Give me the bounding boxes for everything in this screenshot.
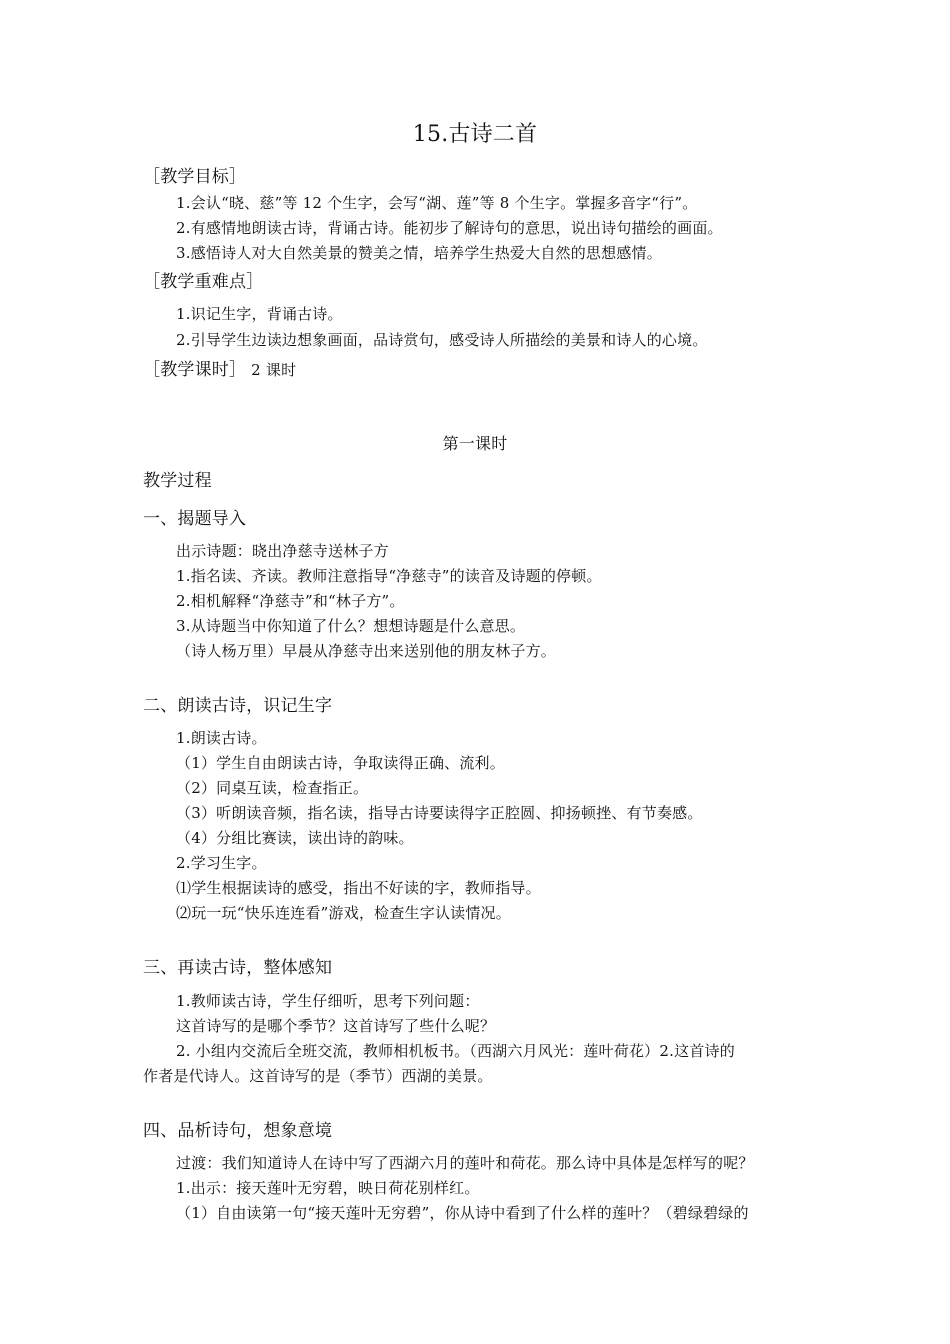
section-line: 3.从诗题当中你知道了什么？想想诗题是什么意思。	[176, 617, 526, 635]
section-line: 1.朗读古诗。	[176, 729, 267, 747]
objective-line: 2.有感情地朗读古诗，背诵古诗。能初步了解诗句的意思，说出诗句描绘的画面。	[176, 219, 723, 237]
objective-line: 1.会认“晓、慈”等 12 个生字，会写“湖、莲”等 8 个生字。掌握多音字“行”。	[176, 194, 698, 212]
key-point-line: 2.引导学生边读边想象画面，品诗赏句，感受诗人所描绘的美景和诗人的心境。	[176, 331, 708, 349]
objectives-heading: ［教学目标］	[143, 167, 247, 187]
section-heading: 四、品析诗句，想象意境	[143, 1121, 333, 1141]
section-line: （1）学生自由朗读古诗，争取读得正确、流利。	[176, 754, 505, 772]
section-line: （4）分组比赛读，读出诗的韵味。	[176, 829, 414, 847]
process-heading: 教学过程	[143, 471, 212, 491]
section-line: 过渡：我们知道诗人在诗中写了西湖六月的莲叶和荷花。那么诗中具体是怎样写的呢？	[176, 1154, 754, 1172]
section-line: （3）听朗读音频，指名读，指导古诗要读得字正腔圆、抑扬顿挫、有节奏感。	[176, 804, 703, 822]
document-title: 15.古诗二首	[412, 122, 538, 147]
section-line: ⑴学生根据读诗的感受，指出不好读的字，教师指导。	[176, 879, 541, 897]
section-line: 2.学习生字。	[176, 854, 267, 872]
section-line: 这首诗写的是哪个季节？这首诗写了些什么呢？	[176, 1017, 496, 1035]
section-heading: 一、揭题导入	[143, 509, 247, 529]
section-heading: 二、朗读古诗，识记生字	[143, 696, 333, 716]
section-line: （诗人杨万里）早晨从净慈寺出来送别他的朋友林子方。	[176, 642, 557, 660]
section-line: 1.教师读古诗，学生仔细听，思考下列问题：	[176, 992, 480, 1010]
section-line: 2.相机解释“净慈寺”和“林子方”。	[176, 592, 405, 610]
hours-value: 2 课时	[251, 361, 297, 379]
section-line: 1.指名读、齐读。教师注意指导“净慈寺”的读音及诗题的停顿。	[176, 567, 602, 585]
lesson-title: 第一课时	[442, 434, 508, 453]
section-heading: 三、再读古诗，整体感知	[143, 958, 333, 978]
key-points-heading: ［教学重难点］	[143, 272, 264, 292]
hours-heading: ［教学课时］	[143, 360, 247, 380]
key-point-line: 1.识记生字，背诵古诗。	[176, 305, 343, 323]
objective-line: 3.感悟诗人对大自然美景的赞美之情，培养学生热爱大自然的思想感情。	[176, 244, 662, 262]
section-line: 出示诗题：晓出净慈寺送林子方	[176, 542, 389, 560]
section-line: （2）同桌互读，检查指正。	[176, 779, 369, 797]
section-line: （1）自由读第一句“接天莲叶无穷碧”，你从诗中看到了什么样的莲叶？（碧绿碧绿的	[176, 1204, 749, 1222]
section-line: ⑵玩一玩“快乐连连看”游戏，检查生字认读情况。	[176, 904, 511, 922]
section-line: 1.出示：接天莲叶无穷碧，映日荷花别样红。	[176, 1179, 480, 1197]
section-line: 作者是代诗人。这首诗写的是（季节）西湖的美景。	[143, 1067, 493, 1085]
hours-row	[143, 359, 296, 381]
section-line: 2. 小组内交流后全班交流，教师相机板书。（西湖六月风光：莲叶荷花）2.这首诗的	[176, 1042, 735, 1060]
